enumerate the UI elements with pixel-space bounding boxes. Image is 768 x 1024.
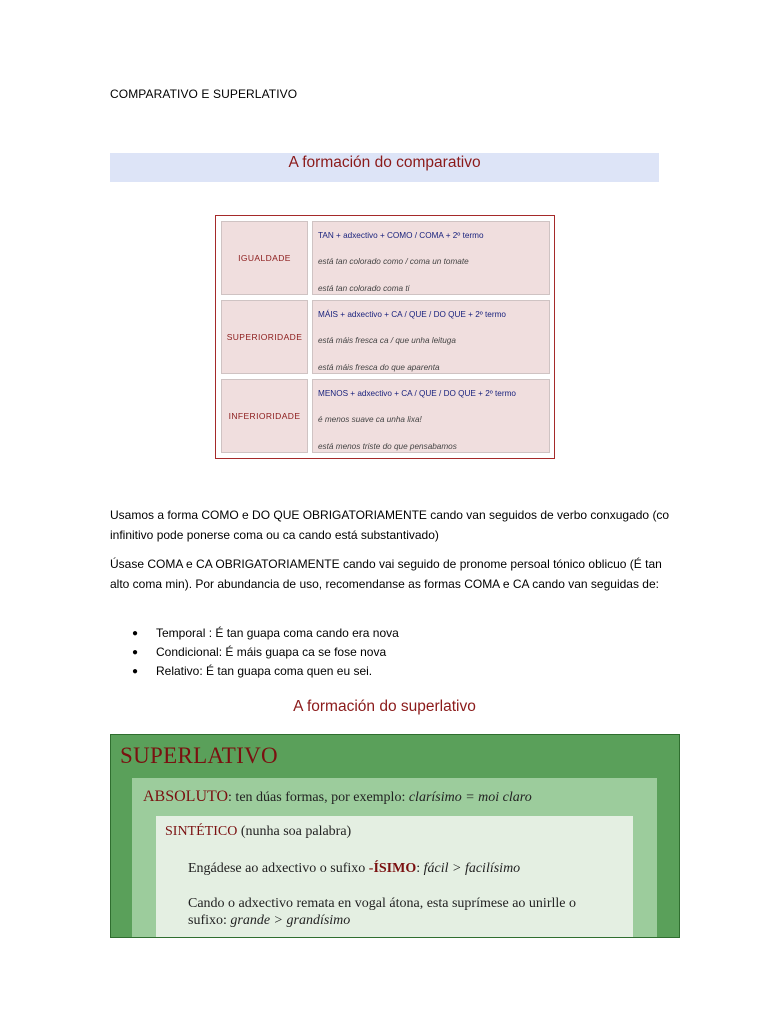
- comparative-label: SUPERIORIDADE: [221, 300, 308, 374]
- list-item: [110, 624, 650, 643]
- comparative-label: INFERIORIDADE: [221, 379, 308, 453]
- comparative-row-superioridade: [221, 300, 550, 374]
- comparative-label: IGUALDADE: [221, 221, 308, 295]
- superlative-title: SUPERLATIVO: [120, 743, 278, 768]
- comparative-detail: [312, 221, 550, 295]
- synthetic-text: (nunha soa palabra): [237, 824, 352, 839]
- comparative-detail: [312, 379, 550, 453]
- bullet-dot-icon: ●: [132, 666, 139, 677]
- paragraph-como-doque: Usamos a forma COMO e DO QUE OBRIGATORIAMENTE cando van seguidos de verbo conxugado (co infinitivo pode ponerse coma ou ca cando está substantivado): [110, 508, 670, 542]
- bullet-dot-icon: ●: [132, 628, 139, 639]
- rule-example: fácil > facilísimo: [423, 861, 521, 876]
- absolute-line: [143, 788, 532, 806]
- rule-example: grande > grandísimo: [230, 913, 351, 928]
- comparative-table: [215, 215, 555, 459]
- comparative-detail: [312, 300, 550, 374]
- absolute-label: ABSOLUTO: [143, 788, 229, 805]
- list-item-text: Relativo: É tan guapa coma quen eu sei.: [156, 664, 373, 678]
- comparative-banner: A formación do comparativo: [110, 153, 659, 182]
- list-item: [110, 662, 650, 681]
- absolute-example: clarísimo = moi claro: [408, 790, 532, 805]
- comparative-example: está menos triste do que pensabamos: [318, 442, 457, 451]
- comparative-formula: MÁIS + adxectivo + CA / QUE / DO QUE + 2º termo: [318, 310, 506, 319]
- bullet-dot-icon: ●: [132, 647, 139, 658]
- synthetic-rule-vowel: [188, 895, 588, 929]
- bullet-list: [110, 624, 650, 681]
- comparative-formula: MENOS + adxectivo + CA / QUE / DO QUE + 2º termo: [318, 389, 516, 398]
- list-item-text: Condicional: É máis guapa ca se fose nova: [156, 645, 387, 659]
- absolute-text: : ten dúas formas, por exemplo:: [228, 790, 409, 805]
- comparative-example: está máis fresca ca / que unha leituga: [318, 336, 456, 345]
- superlative-heading: A formación do superlativo: [293, 698, 476, 715]
- superlative-box: [110, 734, 680, 938]
- paragraph-coma-ca: Úsase COMA e CA OBRIGATORIAMENTE cando vai seguido de pronome persoal tónico oblicuo (É tan alto coma min). Por abundancia de uso, recomendanse as formas COMA e CA cando van seguidas de:: [110, 557, 662, 591]
- comparative-row-igualdade: [221, 221, 550, 295]
- rule-text: Engádese ao adxectivo o sufixo: [188, 861, 369, 876]
- synthetic-box: [156, 816, 633, 938]
- comparative-formula: TAN + adxectivo + COMO / COMA + 2º termo: [318, 231, 484, 240]
- rule-text: Cando o adxectivo remata en vogal átona, esta suprímese ao unirlle o sufixo:: [188, 896, 576, 928]
- document-title: COMPARATIVO E SUPERLATIVO: [110, 87, 298, 101]
- synthetic-label: SINTÉTICO: [165, 824, 238, 839]
- comparative-example: é menos suave ca unha lixa!: [318, 415, 422, 424]
- rule-suffix: -ÍSIMO: [368, 861, 417, 876]
- rule-colon: :: [416, 861, 424, 876]
- synthetic-rule-suffix: [188, 861, 520, 877]
- comparative-example: está tan colorado como / coma un tomate: [318, 257, 469, 266]
- comparative-row-inferioridade: [221, 379, 550, 453]
- comparative-example: está tan colorado coma ti: [318, 284, 410, 293]
- list-item: [110, 643, 650, 662]
- list-item-text: Temporal : É tan guapa coma cando era nova: [156, 626, 399, 640]
- absolute-box: [132, 778, 657, 938]
- comparative-example: está máis fresca do que aparenta: [318, 363, 440, 372]
- synthetic-line: [165, 824, 351, 840]
